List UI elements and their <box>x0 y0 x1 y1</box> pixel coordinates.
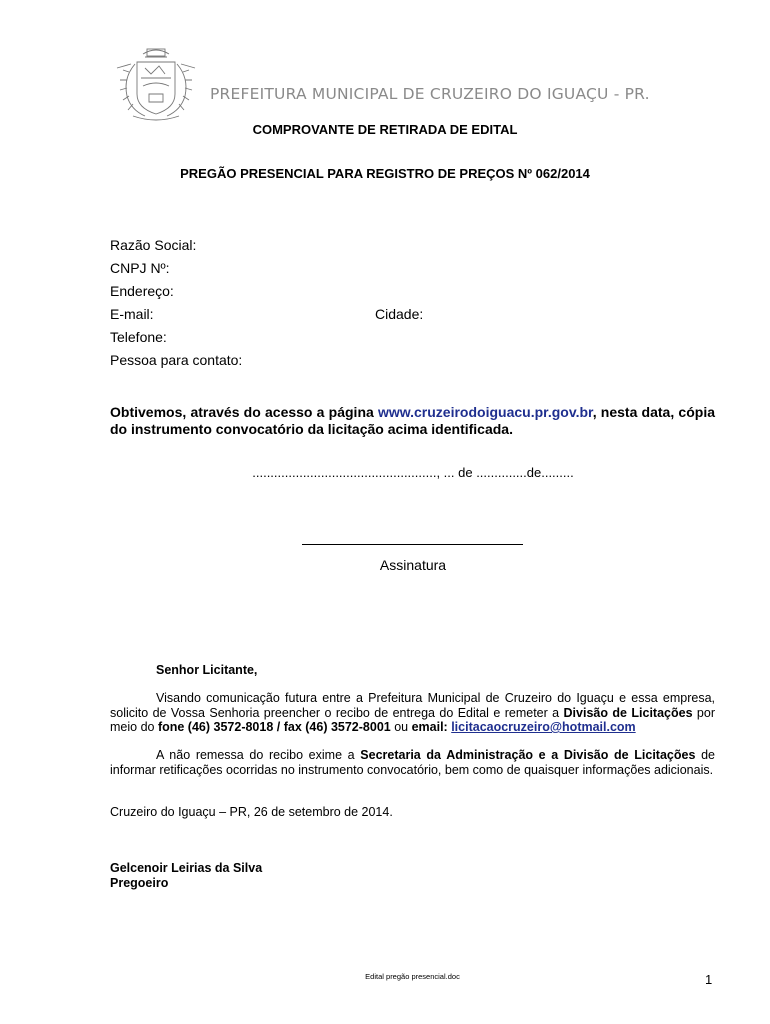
telefone-label: Telefone: <box>110 329 167 345</box>
signer-name: Gelcenoir Leirias da Silva <box>110 861 263 875</box>
footer-filename: Edital pregão presencial.doc <box>365 972 460 981</box>
signer-role: Pregoeiro <box>110 876 169 890</box>
notice-greeting: Senhor Licitante, <box>156 663 258 677</box>
pessoa-contato-label: Pessoa para contato: <box>110 352 243 368</box>
razao-social-label: Razão Social: <box>110 237 197 253</box>
notice-paragraph-2: A não remessa do recibo exime a Secretaria da Administração e a Divisão de Licitações de informar retificações ocorridas no instrumento convocatório, bem como de quaisquer informações adicionais. <box>110 748 715 777</box>
place-date: Cruzeiro do Iguaçu – PR, 26 de setembro de 2014. <box>110 805 393 819</box>
email-label: E-mail: <box>110 306 154 322</box>
coat-of-arms-logo <box>115 44 197 124</box>
website-link[interactable]: www.cruzeirodoiguacu.pr.gov.br <box>377 404 593 420</box>
signature-label: Assinatura <box>379 557 447 573</box>
cidade-label: Cidade: <box>375 306 424 322</box>
date-place-line: ..................................................., ... de ..............de......... <box>252 465 574 480</box>
document-title: COMPROVANTE DE RETIRADA DE EDITAL <box>252 122 518 137</box>
email-link[interactable]: licitacaocruzeiro@hotmail.com <box>451 720 636 734</box>
signature-line <box>302 544 523 545</box>
document-subtitle: PREGÃO PRESENCIAL PARA REGISTRO DE PREÇOS Nº 062/2014 <box>180 166 590 181</box>
cnpj-label: CNPJ Nº: <box>110 260 170 276</box>
page-number: 1 <box>705 972 713 987</box>
notice-paragraph-1: Visando comunicação futura entre a Prefeitura Municipal de Cruzeiro do Iguaçu e essa empresa, solicito de Vossa Senhoria preencher o recibo de entrega do Edital e remeter a Divisão de Licitações por meio do fone (46) 3572-8018 / fax (46) 3572-8001 ou email: licitacaocruzeiro@hotmail.com <box>110 691 715 734</box>
municipality-header: PREFEITURA MUNICIPAL DE CRUZEIRO DO IGUAÇU - PR. <box>210 85 650 103</box>
statement-paragraph: Obtivemos, através do acesso a página www.cruzeirodoiguacu.pr.gov.br, nesta data, cópia do instrumento convocatório da licitação acima identificada. <box>110 404 715 437</box>
endereco-label: Endereço: <box>110 283 174 299</box>
